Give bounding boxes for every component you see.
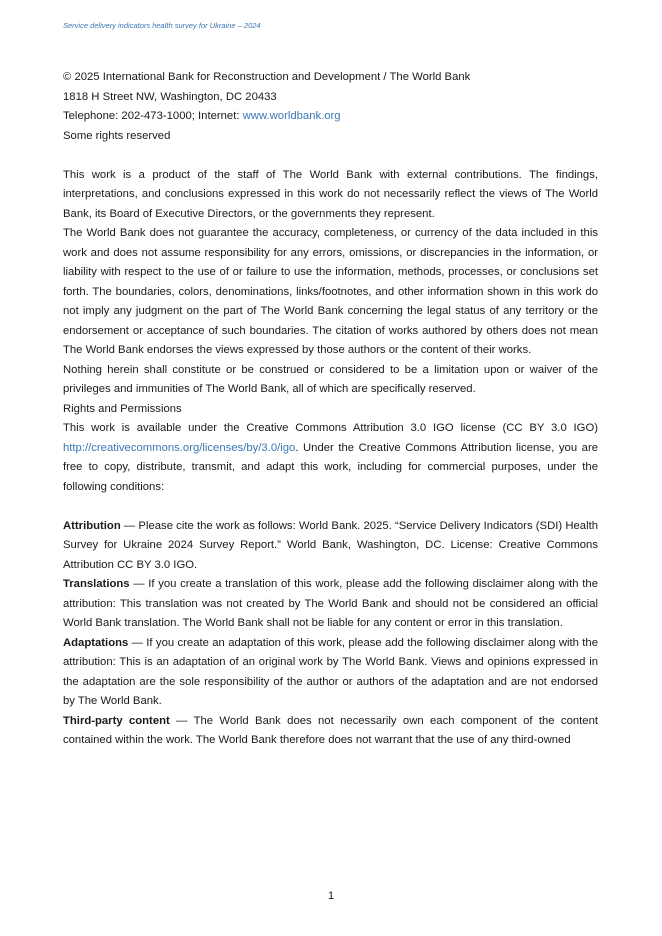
- adaptations-text: — If you create an adaptation of this work, please add the following disclaimer along with the attribution: This is an adaptation of an original work by The World Bank. Views and opinions expressed in the adaptation are the sole responsibility of the author or authors of the adaptation and are not endorsed by The World Bank.: [63, 636, 598, 707]
- third-party-paragraph: [63, 712, 598, 751]
- attribution-text: — Please cite the work as follows: World Bank. 2025. “Service Delivery Indicators (SDI) Health Survey for Ukraine 2024 Survey Report.” World Bank, Washington, DC. License: Creative Commons Attribution CC BY 3.0 IGO.: [63, 519, 598, 571]
- rights-permissions-heading: Rights and Permissions: [63, 402, 182, 415]
- translations-paragraph: [63, 575, 598, 634]
- copyright-block: [63, 68, 598, 146]
- page-body: [63, 68, 598, 751]
- no-guarantee-paragraph: The World Bank does not guarantee the accuracy, completeness, or currency of the data included in this work and does not assume responsibility for any errors, omissions, or discrepancies in the information, or liability with respect to the use of or failure to use the information, methods, processes, or conclusions set forth. The boundaries, colors, denominations, links/footnotes, and other information shown in this work do not imply any judgment on the part of The World Bank concerning the legal status of any territory or the endorsement or acceptance of such boundaries. The citation of works authored by others does not mean The World Bank endorses the views expressed by those authors or the content of their works.: [63, 227, 598, 356]
- license-text-after: . Under the Creative Commons Attribution license, you are free to copy, distribute, transmit, and adapt this work, including for commercial purposes, under the following conditions:: [63, 441, 598, 493]
- attribution-label: Attribution: [63, 519, 121, 532]
- license-link[interactable]: http://creativecommons.org/licenses/by/3.0/igo: [63, 441, 296, 454]
- license-text-before: This work is available under the Creative Commons Attribution 3.0 IGO license (CC BY 3.0 IGO): [63, 422, 598, 434]
- adaptations-label: Adaptations: [63, 636, 129, 649]
- running-header: Service delivery indicators health survey for Ukraine – 2024: [63, 21, 261, 30]
- third-party-label: Third-party content: [63, 714, 170, 727]
- attribution-paragraph: [63, 517, 598, 576]
- adaptations-paragraph: [63, 634, 598, 712]
- staff-work-paragraph: This work is a product of the staff of The World Bank with external contributions. The findings, interpretations, and conclusions expressed in this work do not necessarily reflect the views of The World Bank, its Board of Executive Directors, or the governments they represent.: [63, 168, 598, 220]
- third-party-text: — The World Bank does not necessarily own each component of the content contained within the work. The World Bank therefore does not warrant that the use of any third-owned: [63, 714, 598, 746]
- phone-text: Telephone: 202-473-1000; Internet:: [63, 110, 243, 122]
- rights-permissions-section: [63, 400, 598, 498]
- page-number: 1: [327, 890, 335, 902]
- translations-label: Translations: [63, 578, 130, 590]
- address-line: 1818 H Street NW, Washington, DC 20433: [63, 90, 277, 103]
- copyright-line: © 2025 International Bank for Reconstruction and Development / The World Bank: [63, 71, 471, 83]
- license-paragraph: [63, 419, 598, 497]
- privileges-paragraph: Nothing herein shall constitute or be construed or considered to be a limitation upon or waiver of the privileges and immunities of The World Bank, all of which are specifically reserved.: [63, 363, 598, 395]
- website-link[interactable]: www.worldbank.org: [242, 110, 341, 122]
- rights-line: Some rights reserved: [63, 129, 171, 142]
- translations-text: — If you create a translation of this work, please add the following disclaimer along with the attribution: This translation was not created by The World Bank and should not be considered an official World Bank translation. The World Bank shall not be liable for any content or error in this translation.: [63, 578, 598, 629]
- contact-line: [63, 107, 598, 127]
